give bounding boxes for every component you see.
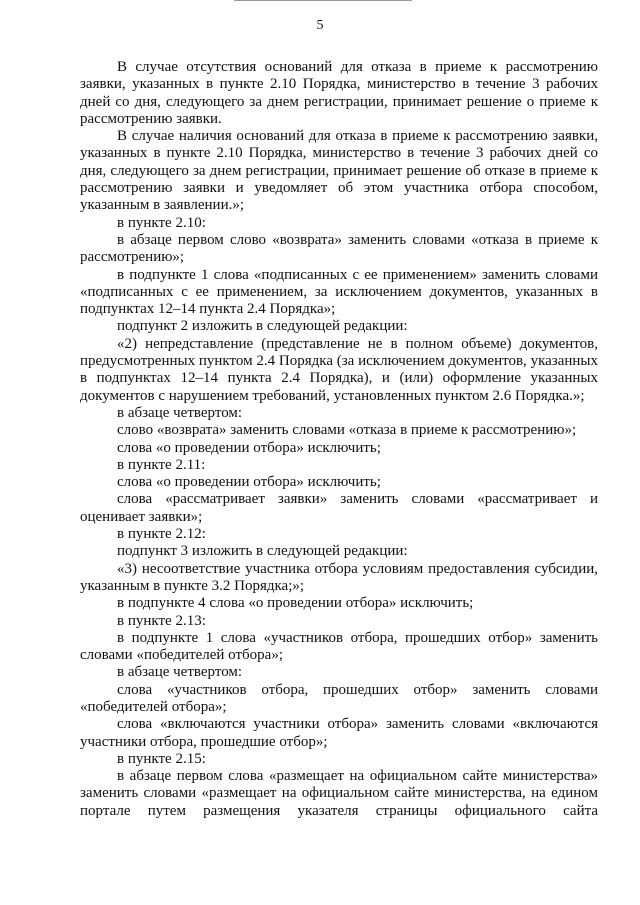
paragraph: в пункте 2.12: bbox=[117, 526, 206, 543]
document-body bbox=[80, 59, 598, 820]
paragraph: слова «о проведении отбора» исключить; bbox=[117, 439, 381, 456]
paragraph: в пункте 2.11: bbox=[117, 456, 206, 473]
paragraph: в подпункте 1 слова «подписанных с ее применением» заменить словами «подписанных с ее применением, за исключением документов, указанных в подпунктах 12–14 пункта 2.4 Порядка»; bbox=[80, 266, 598, 318]
page-number: 5 bbox=[316, 18, 324, 33]
paragraph: В случае наличия оснований для отказа в приеме к рассмотрению заявки, указанных в пункте 2.10 Порядка, министерство в течение 3 рабочих дней со дня, следующего за днем регистрации, принимает решение об отказе в приеме к рассмотрению заявки и уведомляет об этом участника отбора способом, указанным в заявлении.»; bbox=[80, 128, 598, 214]
paragraph: «2) непредставление (представление не в полном объеме) документов, предусмотренных пунктом 2.4 Порядка (за исключением документов, указанных в подпунктах 12–14 пункта 2.4 Порядка), и (или) оформление указанных документов с нарушением требований, установленных пунктом 2.6 Порядка.»; bbox=[80, 335, 598, 404]
paragraph: в абзаце первом слово «возврата» заменить словами «отказа в приеме к рассмотрению»; bbox=[80, 231, 598, 266]
paragraph: В случае отсутствия оснований для отказа в приеме к рассмотрению заявки, указанных в пункте 2.10 Порядка, министерство в течение 3 рабочих дней со дня, следующего за днем регистрации, принимает решение о приеме к рассмотрению заявки. bbox=[80, 59, 598, 127]
paragraph: подпункт 3 изложить в следующей редакции: bbox=[117, 543, 408, 560]
top-edge-mark bbox=[234, 0, 412, 4]
paragraph: в абзаце четвертом: bbox=[117, 664, 243, 681]
paragraph: в пункте 2.13: bbox=[117, 612, 206, 629]
paragraph: в подпункте 4 слова «о проведении отбора» исключить; bbox=[117, 595, 474, 612]
paragraph: в пункте 2.10: bbox=[117, 214, 206, 231]
paragraph: слова «рассматривает заявки» заменить словами «рассматривает и оценивает заявки»; bbox=[80, 491, 598, 525]
paragraph: в абзаце первом слова «размещает на официальном сайте министерства» заменить словами «размещает на официальном сайте министерства, на едином портале путем размещения указателя страницы официального сайта bbox=[80, 768, 598, 819]
paragraph: в абзаце четвертом: bbox=[117, 404, 243, 421]
paragraph: в пункте 2.15: bbox=[117, 750, 206, 767]
paragraph: слова «включаются участники отбора» заменить словами «включаются участники отбора, прошедшие отбор»; bbox=[80, 716, 598, 750]
paragraph: слово «возврата» заменить словами «отказа в приеме к рассмотрению»; bbox=[117, 422, 577, 439]
paragraph: «3) несоответствие участника отбора условиям предоставления субсидии, указанным в пункте 3.2 Порядка;»; bbox=[80, 560, 598, 594]
paragraph: слова «о проведении отбора» исключить; bbox=[117, 474, 381, 491]
paragraph: слова «участников отбора, прошедших отбор» заменить словами «победителей отбора»; bbox=[80, 681, 598, 715]
paragraph: подпункт 2 изложить в следующей редакции: bbox=[117, 318, 408, 335]
paragraph: в подпункте 1 слова «участников отбора, прошедших отбор» заменить словами «победителей отбора»; bbox=[80, 629, 598, 664]
